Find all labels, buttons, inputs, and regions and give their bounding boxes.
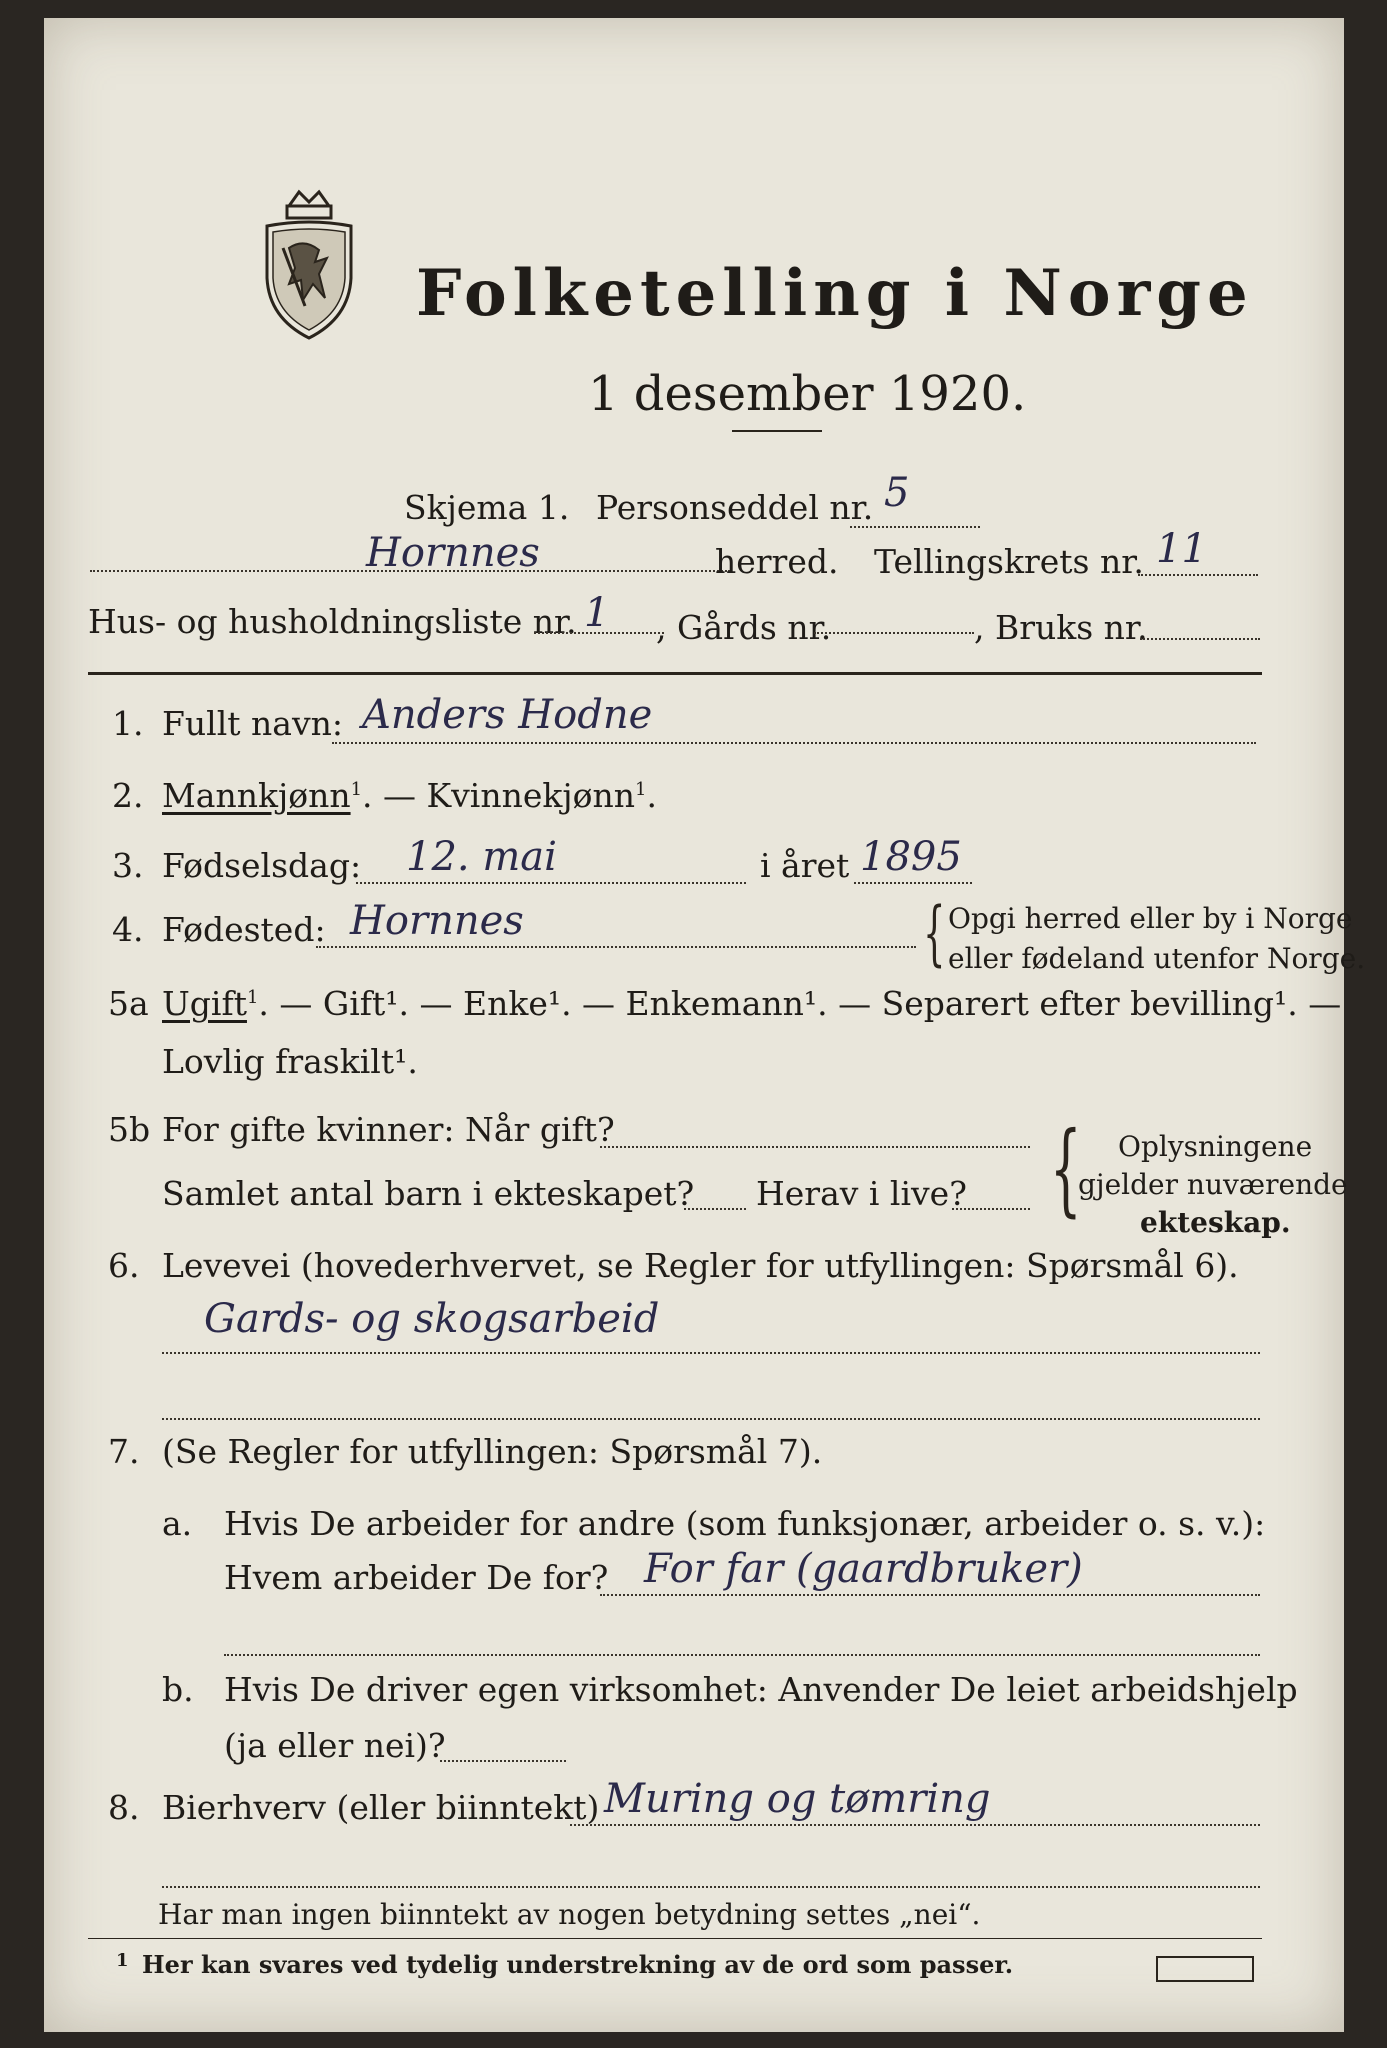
bruks-label: , Bruks nr. [974, 608, 1148, 647]
census-form-page [44, 18, 1366, 2032]
q7a-number: a. [162, 1504, 193, 1543]
q5b-line2a-blank [684, 1208, 746, 1210]
q5b-note-2: gjelder nuværende [1078, 1168, 1348, 1201]
gards-line [814, 632, 974, 634]
q8-label: Bierhverv (eller biinntekt) [162, 1788, 600, 1827]
title-divider [732, 430, 822, 432]
q2-number: 2. [112, 776, 144, 815]
q5b-line1: For gifte kvinner: Når gift? [162, 1110, 615, 1149]
q5a-line2: Lovlig fraskilt¹. [162, 1042, 418, 1081]
hus-value[interactable]: 1 [584, 590, 610, 636]
q5b-brace: { [1049, 1110, 1082, 1227]
q8-line-1 [570, 1824, 1260, 1826]
herred-value[interactable]: Hornnes [366, 530, 540, 576]
personseddel-value[interactable]: 5 [884, 470, 910, 516]
q4-note-2: eller fødeland utenfor Norge. [948, 942, 1366, 975]
q3-value[interactable]: 12. mai [406, 834, 557, 880]
q4-note-1: Opgi herred eller by i Norge [948, 902, 1353, 935]
tellingskrets-value[interactable]: 11 [1156, 526, 1207, 572]
q6-line-2 [162, 1418, 1260, 1420]
footnote-text: Her kan svares ved tydelig understrekning av de ord som passer. [142, 1950, 1014, 1979]
q4-number: 4. [112, 910, 144, 949]
q6-label: Levevei (hovederhvervet, se Regler for utfyllingen: Spørsmål 6). [162, 1246, 1239, 1285]
q4-value[interactable]: Hornnes [350, 898, 524, 944]
herred-label: herred. [715, 542, 839, 581]
q3-year-label: i året [760, 846, 850, 885]
q5a-number: 5a [108, 984, 149, 1023]
form-title: Folketelling i Norge [416, 256, 1254, 331]
q5a-ugift-option[interactable]: Ugift [162, 984, 247, 1023]
bruks-line [1140, 638, 1260, 640]
q3-year-value[interactable]: 1895 [860, 834, 962, 880]
q5b-number: 5b [108, 1110, 151, 1149]
tellingskrets-line [1138, 574, 1258, 576]
q1-number: 1. [112, 704, 144, 743]
q7b-number: b. [162, 1670, 194, 1709]
q8-line-2 [162, 1886, 1260, 1888]
q6-value[interactable]: Gards- og skogsarbeid [204, 1296, 660, 1342]
q7-number: 7. [108, 1432, 140, 1471]
tellingskrets-label: Tellingskrets nr. [874, 542, 1144, 581]
q5b-note-1: Oplysningene [1118, 1130, 1313, 1163]
q3-line [356, 882, 746, 884]
q7a-blank-1 [600, 1594, 1260, 1596]
q5b-line2b: Herav i live? [756, 1174, 967, 1213]
q8-number: 8. [108, 1788, 140, 1827]
q7b-line1: Hvis De driver egen virksomhet: Anvender De leiet arbeidshjelp [224, 1670, 1298, 1709]
footer-note: Har man ingen biinntekt av nogen betydning settes „nei“. [158, 1898, 981, 1931]
q5b-line2a: Samlet antal barn i ekteskapet? [162, 1174, 695, 1213]
q2-kvinne-option[interactable]: Kvinnekjønn [426, 776, 636, 815]
hus-label: Hus- og husholdningsliste nr. [88, 602, 577, 641]
form-date: 1 desember 1920. [588, 366, 1027, 422]
q1-value[interactable]: Anders Hodne [362, 692, 653, 738]
q7a-line1: Hvis De arbeider for andre (som funksjonær, arbeider o. s. v.): [224, 1504, 1266, 1543]
personseddel-line [850, 526, 980, 528]
q3-year-line [854, 882, 972, 884]
personseddel-label: Personseddel nr. [596, 488, 874, 527]
skjema-label: Skjema 1. [404, 488, 570, 527]
q1-label: Fullt navn: [162, 704, 343, 743]
q7a-blank-2 [224, 1654, 1260, 1656]
footer-rule [88, 1938, 1262, 1939]
q7-label: (Se Regler for utfyllingen: Spørsmål 7). [162, 1432, 823, 1471]
q2-mann-option[interactable]: Mannkjønn [162, 776, 351, 815]
q7a-line2: Hvem arbeider De for? [224, 1558, 609, 1597]
q5b-line1-blank [600, 1146, 1030, 1148]
q3-label: Fødselsdag: [162, 846, 362, 885]
q6-number: 6. [108, 1246, 140, 1285]
q4-line [316, 946, 916, 948]
q4-brace: { [923, 892, 946, 974]
q8-value[interactable]: Muring og tømring [604, 1776, 991, 1822]
q1-line [332, 742, 1256, 744]
q2-label: Mannkjønn$^1$. — Kvinnekjønn$^1$. [162, 776, 657, 815]
coat-of-arms-icon [249, 188, 369, 343]
q7b-line2: (ja eller nei)? [224, 1726, 446, 1765]
q6-line-1 [162, 1352, 1260, 1354]
q7b-blank [440, 1760, 566, 1762]
q4-label: Fødested: [162, 910, 326, 949]
q3-number: 3. [112, 846, 144, 885]
q5b-line2b-blank [952, 1208, 1030, 1210]
gards-label: , Gårds nr. [656, 608, 832, 647]
printer-stamp-icon [1156, 1956, 1254, 1982]
q7a-value[interactable]: For far (gaardbruker) [644, 1546, 1083, 1592]
footnote-mark: 1 [116, 1950, 129, 1971]
q5a-options: Ugift$^1$. — Gift¹. — Enke¹. — Enkemann¹. — Separert efter bevilling¹. — [162, 984, 1342, 1023]
q5b-note-3: ekteskap. [1140, 1206, 1291, 1239]
header-rule [88, 672, 1262, 675]
